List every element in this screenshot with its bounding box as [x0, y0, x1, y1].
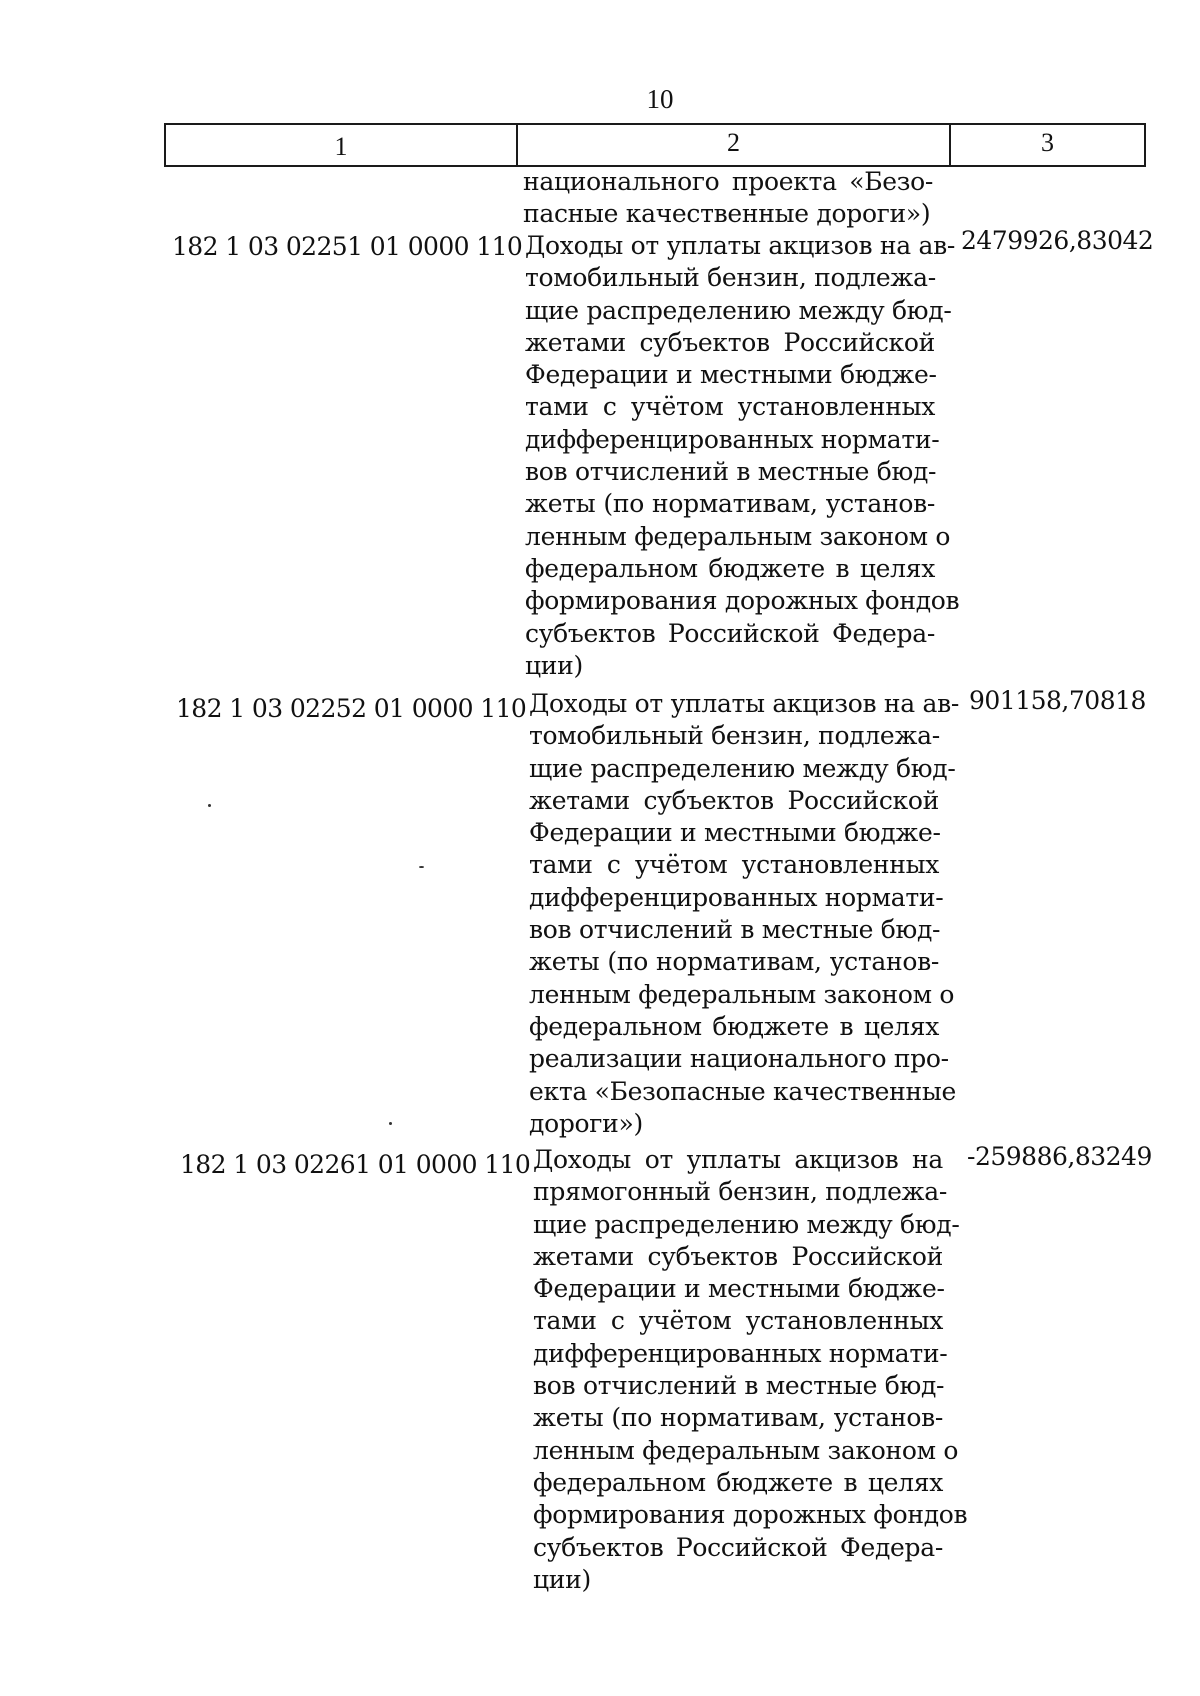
description-line: Федерации и местными бюдже- [525, 360, 937, 390]
description-line: субъектов Российской Федера- [533, 1532, 943, 1562]
description-line: федеральном бюджете в целях [525, 553, 935, 583]
description-line: жетами субъектов Российской [529, 785, 939, 815]
description-line: ции) [525, 650, 583, 680]
row-code: 182 1 03 02251 01 0000 110 [172, 232, 523, 261]
description-line: жеты (по нормативам, установ- [533, 1403, 943, 1433]
description-line: щие распределению между бюд- [525, 295, 952, 325]
description-line: Доходы от уплаты акцизов на ав- [529, 689, 960, 718]
description-line: вов отчислений в местные бюд- [533, 1371, 945, 1401]
description-line: Федерации и местными бюдже- [529, 818, 941, 848]
description-line: жетами субъектов Российской [525, 327, 935, 357]
description-line: щие распределению между бюд- [529, 753, 956, 783]
description-line: томобильный бензин, подлежа- [529, 721, 940, 751]
description-line: Доходы от уплаты акцизов на [533, 1145, 943, 1174]
row-description [525, 230, 960, 682]
description-line: вов отчислений в местные бюд- [525, 457, 937, 487]
header-col-2: 2 [518, 125, 951, 165]
row-description [533, 1144, 968, 1596]
scan-speck [419, 866, 424, 868]
description-line: национального проекта «Безо- [523, 167, 933, 196]
header-col-1: 1 [166, 125, 518, 165]
row-amount: 901158,70818 [969, 686, 1146, 715]
description-line: дифференцированных нормати- [533, 1338, 948, 1368]
description-line: дороги») [529, 1108, 643, 1138]
description-line: дифференцированных нормати- [525, 424, 940, 454]
description-line: екта «Безопасные качественные [529, 1076, 956, 1106]
description-line: федеральном бюджете в целях [533, 1467, 943, 1497]
header-col-3: 3 [1041, 128, 1054, 157]
continuation-description [523, 166, 933, 231]
row-code: 182 1 03 02261 01 0000 110 [180, 1150, 531, 1179]
row-description [529, 688, 960, 1140]
description-line: щие распределению между бюд- [533, 1209, 960, 1239]
row-code: 182 1 03 02252 01 0000 110 [176, 694, 527, 723]
scan-speck [389, 1122, 392, 1125]
description-line: ленным федеральным законом о [525, 521, 951, 551]
row-amount: -259886,83249 [967, 1142, 1152, 1171]
description-line: вов отчислений в местные бюд- [529, 915, 941, 945]
description-line: ленным федеральным законом о [529, 979, 955, 1009]
description-line: формирования дорожных фондов [533, 1500, 968, 1530]
description-line: субъектов Российской Федера- [525, 618, 935, 648]
description-line: федеральном бюджете в целях [529, 1011, 939, 1041]
description-line: тами с учётом установленных [529, 850, 939, 880]
description-line: жетами субъектов Российской [533, 1241, 943, 1271]
row-amount: 2479926,83042 [961, 226, 1154, 255]
scan-speck [208, 804, 211, 807]
description-line: тами с учётом установленных [525, 392, 935, 422]
description-line: прямогонный бензин, подлежа- [533, 1177, 948, 1207]
description-line: ции) [533, 1564, 591, 1594]
description-line: жеты (по нормативам, установ- [529, 947, 939, 977]
description-line: пасные качественные дороги») [523, 199, 931, 229]
description-line: дифференцированных нормати- [529, 882, 944, 912]
description-line: Федерации и местными бюдже- [533, 1274, 945, 1304]
description-line: формирования дорожных фондов [525, 586, 960, 616]
description-line: томобильный бензин, подлежа- [525, 263, 936, 293]
description-line: жеты (по нормативам, установ- [525, 489, 935, 519]
table-header-row [164, 123, 1146, 167]
description-line: реализации национального про- [529, 1044, 949, 1074]
description-line: тами с учётом установленных [533, 1306, 943, 1336]
description-line: Доходы от уплаты акцизов на ав- [525, 231, 956, 260]
description-line: ленным федеральным законом о [533, 1435, 959, 1465]
page-number: 10 [646, 84, 674, 114]
